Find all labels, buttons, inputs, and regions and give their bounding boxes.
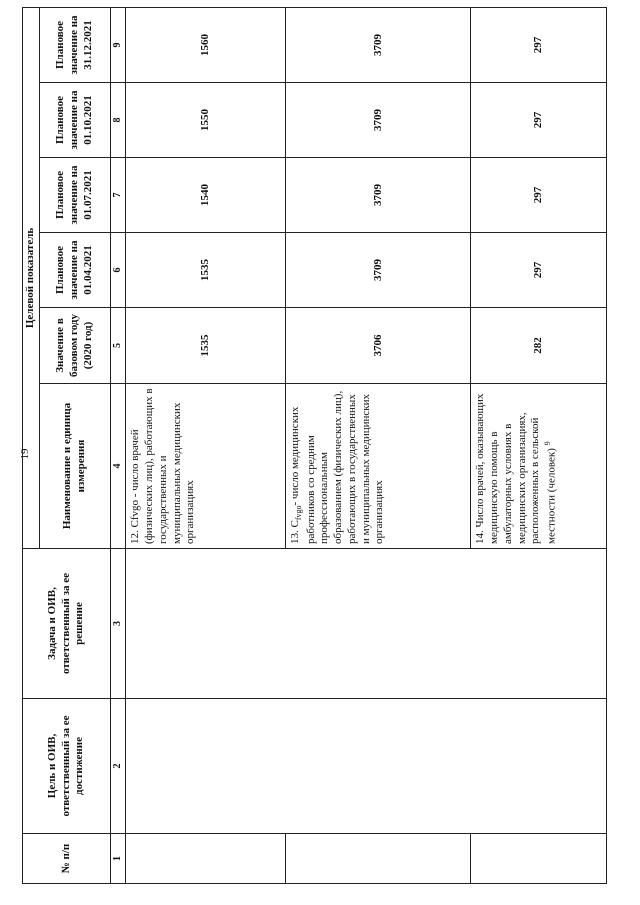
value-plan-q1: 3709 [286,233,471,308]
header-name-unit: Наименование и единица измерения [40,384,111,549]
header-target-group: Целевой показатель [23,7,40,548]
col-index: 5 [110,308,126,384]
row-num-empty [286,834,471,884]
value-plan-q2: 3709 [286,158,471,233]
header-base: Значение в базовом году (2020 год) [40,308,111,384]
task-cell [126,549,607,699]
header-task: Задача и ОИВ, ответственный за ее решение [23,549,111,699]
value-plan-q1: 297 [471,233,607,308]
page-number: 19 [19,448,31,460]
col-index: 7 [110,158,126,233]
value-plan-q3: 297 [471,83,607,158]
value-plan-q1: 1535 [126,233,286,308]
value-base: 3706 [286,308,471,384]
value-plan-q3: 3709 [286,83,471,158]
header-plan-q4: Плановое значение на 31.12.2021 [40,7,111,82]
value-plan-q3: 1550 [126,83,286,158]
header-plan-q1: Плановое значение на 01.04.2021 [40,233,111,308]
col-index: 4 [110,384,126,549]
value-plan-q4: 297 [471,7,607,82]
value-base: 282 [471,308,607,384]
header-num: № п/п [23,834,111,884]
table-row [126,7,286,883]
col-index: 6 [110,233,126,308]
col-index: 3 [110,549,126,699]
header-plan-q3: Плановое значение на 01.10.2021 [40,83,111,158]
value-plan-q2: 297 [471,158,607,233]
target-indicators-table [22,7,607,884]
col-index: 8 [110,83,126,158]
column-index-row [110,7,126,883]
indicator-name: 12. Cfvgo - число врачей (физических лиц), работающих в государственных и муниципальных медицинских организациях [126,384,286,549]
row-num-empty [126,834,286,884]
indicator-name: 14. Число врачей, оказывающих медицинскую помощь в амбулаторных условиях в медицинских организациях, расположенных в сельской местности (человек) $^9$ [471,384,607,549]
goal-cell [126,699,607,834]
col-index: 9 [110,7,126,82]
header-goal: Цель и ОИВ, ответственный за ее достижение [23,699,111,834]
row-num-empty [471,834,607,884]
col-index: 2 [110,699,126,834]
rotated-table-container [22,8,607,884]
indicator-name: 13. $C_{fvgo}-$ число медицинских работников со средним профессиональным образованием (физических лиц), работающих в государственных и муниципальных медицинских организациях [286,384,471,549]
value-plan-q2: 1540 [126,158,286,233]
value-plan-q4: 1560 [126,7,286,82]
value-base: 1535 [126,308,286,384]
col-index: 1 [110,834,126,884]
value-plan-q4: 3709 [286,7,471,82]
header-plan-q2: Плановое значение на 01.07.2021 [40,158,111,233]
